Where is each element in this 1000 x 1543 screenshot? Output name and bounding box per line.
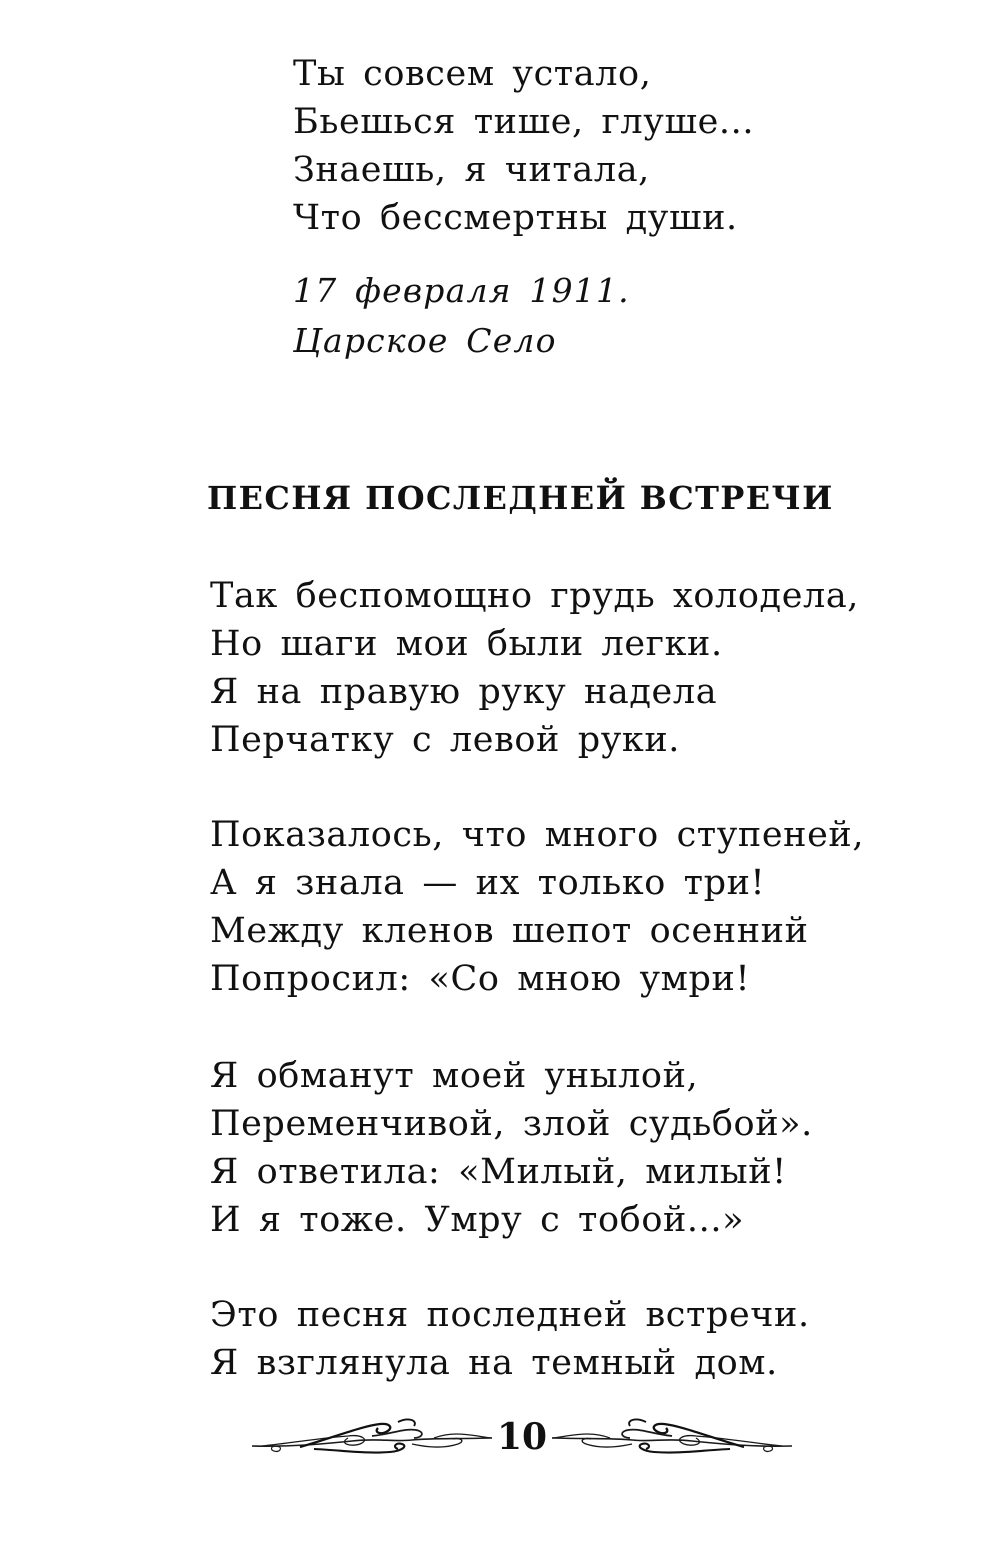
poem-line: Я обманут моей унылой, [210,1056,699,1096]
poem-line: Бьешься тише, глуше... [293,102,755,142]
poem-line: Знаешь, я читала, [293,150,650,190]
flourish-ornament-right-icon [552,1416,792,1460]
poem-line: Я взглянула на темный дом. [210,1343,778,1383]
poem-line: И я тоже. Умру с тобой...» [210,1200,745,1240]
poem-stanza-1 [210,572,859,764]
poem-date: 17 февраля 1911. [293,271,630,310]
poem-line: Это песня последней встречи. [210,1295,810,1335]
poem-line: А я знала — их только три! [210,863,766,903]
flourish-ornament-left-icon [252,1416,492,1460]
page-footer [0,1410,1000,1470]
poem-dateline [293,266,630,366]
poem-line: Перчатку с левой руки. [210,720,681,760]
poem-line: Между кленов шепот осенний [210,911,809,951]
poem-place: Царское Село [293,321,557,360]
poem-line: Ты совсем устало, [293,54,652,94]
poem-stanza-4 [210,1291,810,1387]
poem-line: Попросил: «Со мною умри! [210,959,751,999]
poem-line: Но шаги мои были легки. [210,624,723,664]
page-number: 10 [496,1416,548,1458]
poem-line: Я ответила: «Милый, милый! [210,1152,787,1192]
poem-title: ПЕСНЯ ПОСЛЕДНЕЙ ВСТРЕЧИ [207,479,834,517]
poem-stanza-3 [210,1052,813,1244]
poem-line: Показалось, что много ступеней, [210,815,865,855]
poem-line: Так беспомощно грудь холодела, [210,576,860,616]
poem-stanza-2 [210,811,864,1003]
poem-line: Переменчивой, злой судьбой». [210,1104,813,1144]
poem-line: Я на правую руку надела [210,672,718,712]
poem-stanza-continued [293,50,754,242]
poem-line: Что бессмертны души. [293,198,738,238]
